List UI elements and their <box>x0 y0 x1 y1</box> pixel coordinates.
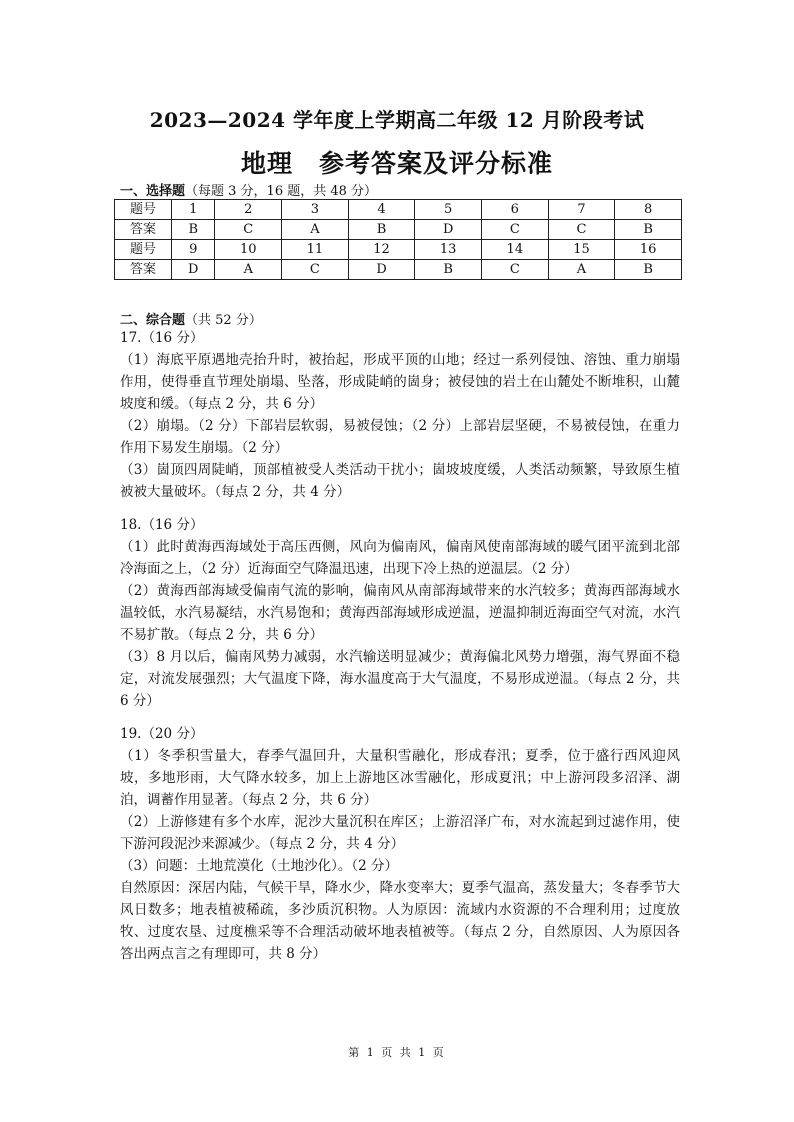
question-18 <box>120 514 680 712</box>
section1-title: 一、选择题 <box>120 184 186 199</box>
answer-paragraph: （2）黄海西部海域受偏南气流的影响，偏南风从南部海域带来的水汽较多；黄海西部海域水温较低，水汽易凝结，水汽易饱和；黄海西部海域形成逆温，逆温抑制近海面空气对流，水汽不易扩散。（每点 2 分，共 6 分） <box>120 583 680 643</box>
question-number: 19.（20 分） <box>120 726 204 742</box>
table-cell: C <box>215 220 282 240</box>
answer-paragraph: （3）崮顶四周陡峭，顶部植被受人类活动干扰小；崮坡坡度缓，人类活动频繁，导致原生植被被大量破坏。（每点 2 分，共 4 分） <box>120 462 680 500</box>
row-label: 题号 <box>115 240 172 260</box>
table-cell: 7 <box>548 200 615 220</box>
exam-title: 2023—2024 学年度上学期高二年级 12 月阶段考试 <box>149 108 645 132</box>
table-cell: 10 <box>215 240 282 260</box>
table-cell: B <box>415 260 482 280</box>
answer-paragraph: （2）上游修建有多个水库，泥沙大量沉积在库区；上游沼泽广布，对水流起到过滤作用，使下游河段泥沙来源减少。（每点 2 分，共 4 分） <box>120 814 680 852</box>
table-cell: 6 <box>482 200 549 220</box>
table-cell: D <box>172 260 215 280</box>
answer-paragraph: 自然原因：深居内陆，气候干旱，降水少，降水变率大；夏季气温高，蒸发量大；冬春季节大风日数多；地表植被稀疏，多沙质沉积物。人为原因：流域内水资源的不合理利用；过度放牧、过度农垦、过度樵采等不合理活动破坏地表植被等。（每点 2 分，自然原因、人为原因各答出两点言之有理即可，共 8 分） <box>120 880 680 962</box>
table-cell: 12 <box>348 240 415 260</box>
section1-heading <box>120 180 377 199</box>
table-row <box>115 200 682 220</box>
answer-table <box>114 199 682 280</box>
answer-paragraph: （3）8 月以后，偏南风势力减弱，水汽输送明显减少；黄海偏北风势力增强，海气界面不稳定，对流发展强烈；大气温度下降，海水温度高于大气温度，不易形成逆温。（每点 2 分，共 6 分） <box>120 649 680 709</box>
table-cell: 13 <box>415 240 482 260</box>
table-cell: 11 <box>282 240 349 260</box>
section2-note: （共 52 分） <box>185 313 262 328</box>
table-cell: 2 <box>215 200 282 220</box>
table-row <box>115 240 682 260</box>
section2-title: 二、综合题 <box>120 313 186 328</box>
table-cell: C <box>548 220 615 240</box>
table-cell: A <box>215 260 282 280</box>
table-cell: 16 <box>615 240 682 260</box>
table-cell: A <box>282 220 349 240</box>
answer-paragraph: （3）问题：土地荒漠化（土地沙化）。（2 分） <box>120 858 398 874</box>
table-cell: 5 <box>415 200 482 220</box>
table-cell: 1 <box>172 200 215 220</box>
section1-note: （每题 3 分，16 题，共 48 分） <box>185 184 378 199</box>
row-label: 答案 <box>115 220 172 240</box>
table-cell: 15 <box>548 240 615 260</box>
section2-heading <box>120 309 262 328</box>
table-cell: B <box>615 260 682 280</box>
table-cell: C <box>482 260 549 280</box>
answer-paragraph: （1）此时黄海西海域处于高压西侧，风向为偏南风，偏南风使南部海域的暖气团平流到北部冷海面之上，（2 分）近海面空气降温迅速，出现下冷上热的逆温层。（2 分） <box>120 539 680 577</box>
table-cell: A <box>548 260 615 280</box>
row-label: 题号 <box>115 200 172 220</box>
table-cell: D <box>348 260 415 280</box>
table-cell: B <box>172 220 215 240</box>
question-number: 18.（16 分） <box>120 517 204 533</box>
table-cell: B <box>615 220 682 240</box>
table-cell: C <box>282 260 349 280</box>
page-footer: 第 1 页 共 1 页 <box>348 1046 446 1059</box>
table-cell: 3 <box>282 200 349 220</box>
table-cell: C <box>482 220 549 240</box>
answer-paragraph: （2）崩塌。（2 分）下部岩层软弱，易被侵蚀；（2 分）上部岩层坚硬，不易被侵蚀，在重力作用下易发生崩塌。（2 分） <box>120 418 680 456</box>
answer-paragraph: （1）海底平原遇地壳抬升时，被抬起，形成平顶的山地；经过一系列侵蚀、溶蚀、重力崩塌作用，使得垂直节理处崩塌、坠落，形成陡峭的崮身；被侵蚀的岩土在山麓处不断堆积，山麓坡度和缓。（每点 2 分，共 6 分） <box>120 352 680 412</box>
question-17 <box>120 327 680 503</box>
table-cell: 8 <box>615 200 682 220</box>
table-cell: B <box>348 220 415 240</box>
table-cell: 4 <box>348 200 415 220</box>
answer-paragraph: （1）冬季积雪量大，春季气温回升，大量积雪融化，形成春汛；夏季，位于盛行西风迎风坡，多地形雨，大气降水较多，加上上游地区冰雪融化，形成夏汛；中上游河段多沼泽、湖泊，调蓄作用显著。（每点 2 分，共 6 分） <box>120 748 680 808</box>
table-cell: D <box>415 220 482 240</box>
row-label: 答案 <box>115 260 172 280</box>
table-row <box>115 220 682 240</box>
table-cell: 9 <box>172 240 215 260</box>
table-cell: 14 <box>482 240 549 260</box>
exam-subtitle: 地理 参考答案及评分标准 <box>240 149 553 178</box>
question-19 <box>120 723 680 965</box>
table-row <box>115 260 682 280</box>
question-number: 17.（16 分） <box>120 330 204 346</box>
